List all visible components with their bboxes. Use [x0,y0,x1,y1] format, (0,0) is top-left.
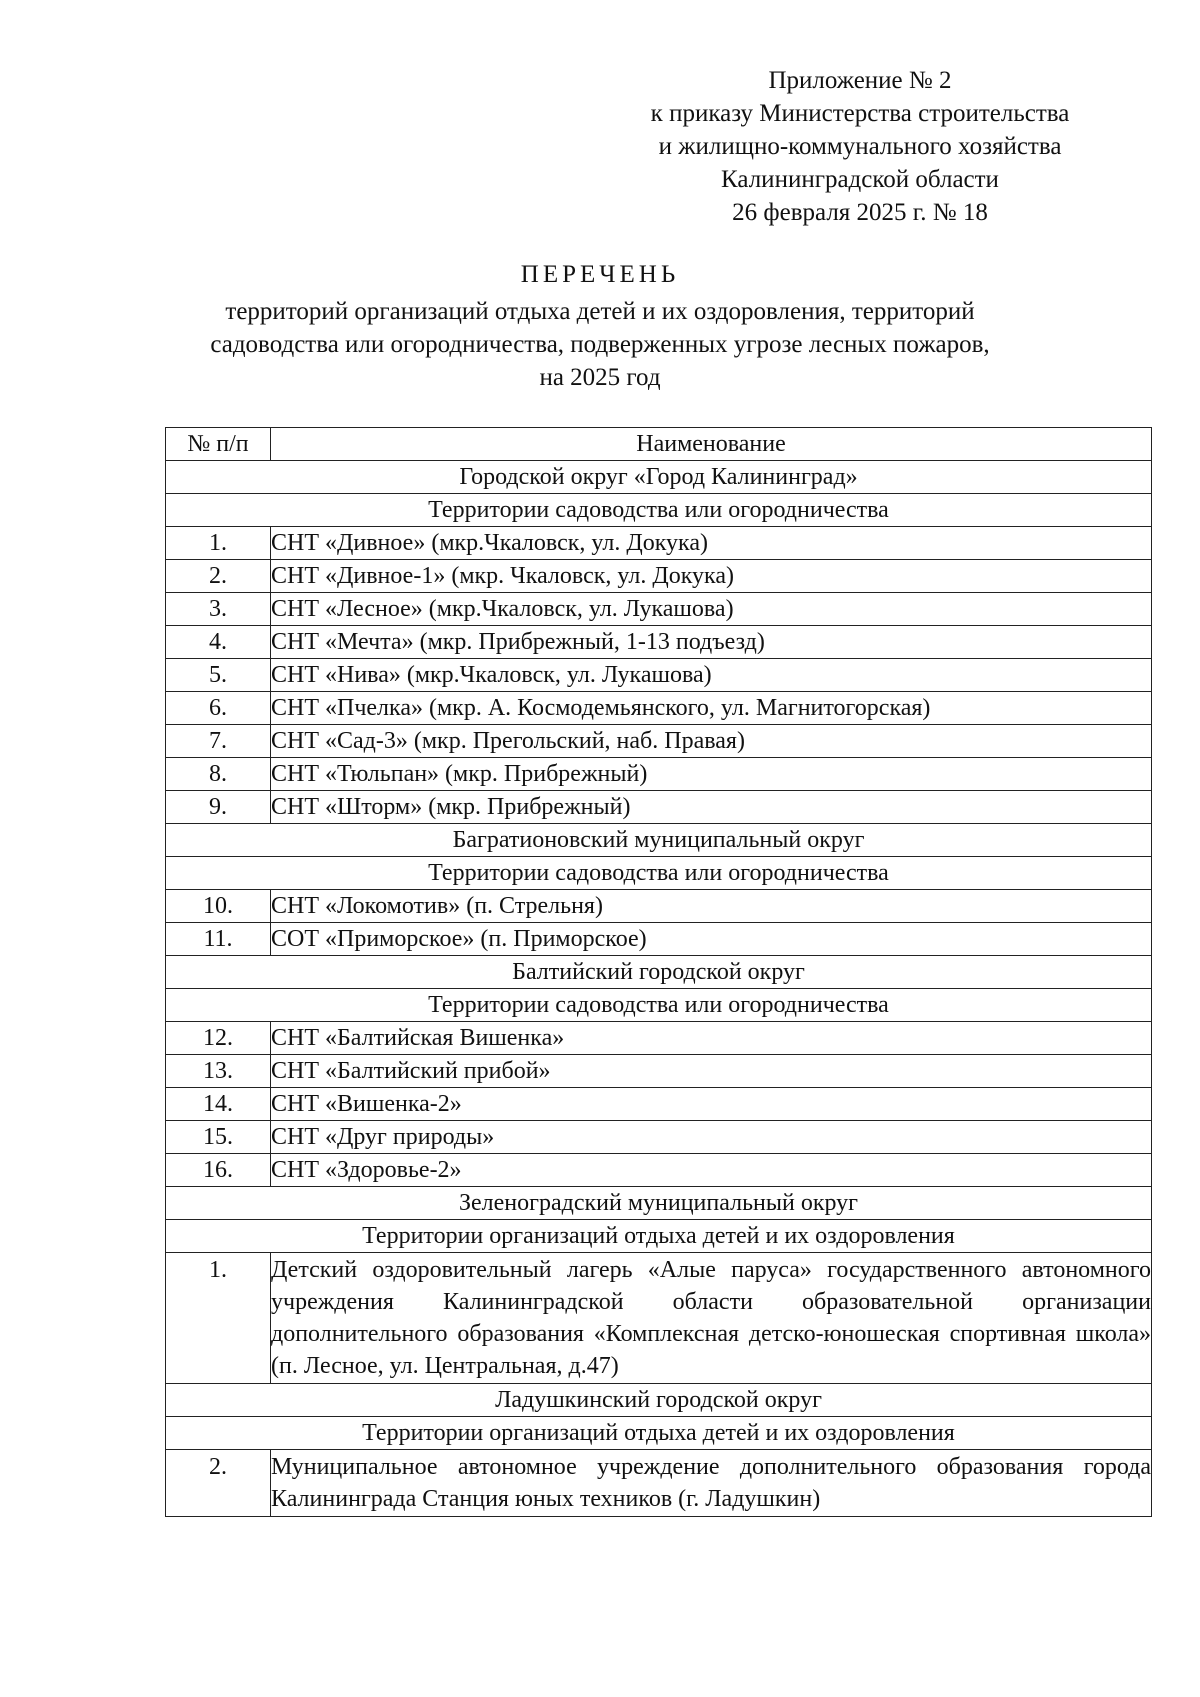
row-number: 14. [166,1088,271,1121]
section-title: Территории садоводства или огородничества [166,989,1152,1022]
table-row [166,626,1152,659]
column-header-number: № п/п [166,428,271,461]
section-title: Зеленоградский муниципальный округ [166,1187,1152,1220]
row-number: 6. [166,692,271,725]
row-name: СНТ «Здоровье-2» [271,1154,1152,1187]
row-name: СНТ «Локомотив» (п. Стрельня) [271,890,1152,923]
row-name: СНТ «Нива» (мкр.Чкаловск, ул. Лукашова) [271,659,1152,692]
row-name: СНТ «Сад-3» (мкр. Прегольский, наб. Правая) [271,725,1152,758]
row-number: 2. [166,1450,271,1517]
document-header [620,64,1100,229]
section-row [166,1417,1152,1450]
row-number: 13. [166,1055,271,1088]
section-row [166,956,1152,989]
row-name: СОТ «Приморское» (п. Приморское) [271,923,1152,956]
table-row [166,1450,1152,1517]
table-body [166,461,1152,1517]
row-number: 7. [166,725,271,758]
territory-table [165,427,1152,1517]
table-row [166,1055,1152,1088]
row-name: СНТ «Лесное» (мкр.Чкаловск, ул. Лукашова) [271,593,1152,626]
table-row [166,659,1152,692]
table-row [166,593,1152,626]
section-row [166,1384,1152,1417]
section-row [166,857,1152,890]
section-row [166,989,1152,1022]
row-number: 8. [166,758,271,791]
table-row [166,1121,1152,1154]
section-title: Территории садоводства или огородничества [166,494,1152,527]
row-number: 12. [166,1022,271,1055]
row-name: СНТ «Дивное» (мкр.Чкаловск, ул. Докука) [271,527,1152,560]
row-number: 10. [166,890,271,923]
section-title: Балтийский городской округ [166,956,1152,989]
section-title: Ладушкинский городской округ [166,1384,1152,1417]
section-title: Территории садоводства или огородничества [166,857,1152,890]
row-number: 2. [166,560,271,593]
section-row [166,1220,1152,1253]
section-title: Багратионовский муниципальный округ [166,824,1152,857]
section-row [166,494,1152,527]
section-title: Территории организаций отдыха детей и их оздоровления [166,1417,1152,1450]
document-title: ПЕРЕЧЕНЬ [520,261,680,288]
row-name: СНТ «Мечта» (мкр. Прибрежный, 1-13 подъезд) [271,626,1152,659]
header-line: 26 февраля 2025 г. № 18 [732,199,988,226]
section-title: Территории организаций отдыха детей и их оздоровления [166,1220,1152,1253]
table-row [166,923,1152,956]
row-name: Муниципальное автономное учреждение дополнительного образования города Калининграда Станция юных техников (г. Ладушкин) [271,1450,1152,1517]
table-row [166,1154,1152,1187]
table-row [166,1022,1152,1055]
subtitle-line: садоводства или огородничества, подверженных угрозе лесных пожаров, [210,331,990,358]
row-number: 3. [166,593,271,626]
row-name: СНТ «Шторм» (мкр. Прибрежный) [271,791,1152,824]
header-line: Калининградской области [721,166,999,193]
row-number: 9. [166,791,271,824]
table-row [166,527,1152,560]
table-row [166,560,1152,593]
header-line: и жилищно-коммунального хозяйства [658,133,1062,160]
table-header-row [166,428,1152,461]
row-number: 1. [166,1253,271,1384]
table-row [166,1253,1152,1384]
row-name: Детский оздоровительный лагерь «Алые паруса» государственного автономного учреждения Калининградской области образовательной организации дополнительного образования «Комплексная детско-юношеская спортивная школа» (п. Лесное, ул. Центральная, д.47) [271,1253,1152,1384]
section-row [166,461,1152,494]
row-name: СНТ «Балтийская Вишенка» [271,1022,1152,1055]
row-name: СНТ «Балтийский прибой» [271,1055,1152,1088]
row-number: 11. [166,923,271,956]
row-name: СНТ «Друг природы» [271,1121,1152,1154]
table-row [166,725,1152,758]
row-name: СНТ «Дивное-1» (мкр. Чкаловск, ул. Докука) [271,560,1152,593]
row-number: 1. [166,527,271,560]
document-subtitle [150,295,1050,394]
table-row [166,791,1152,824]
section-row [166,1187,1152,1220]
header-line: к приказу Министерства строительства [650,100,1070,127]
row-number: 4. [166,626,271,659]
row-number: 16. [166,1154,271,1187]
row-name: СНТ «Вишенка-2» [271,1088,1152,1121]
row-number: 15. [166,1121,271,1154]
table-row [166,890,1152,923]
row-name: СНТ «Тюльпан» (мкр. Прибрежный) [271,758,1152,791]
column-header-name: Наименование [271,428,1152,461]
subtitle-line: на 2025 год [539,364,661,391]
row-name: СНТ «Пчелка» (мкр. А. Космодемьянского, ул. Магнитогорская) [271,692,1152,725]
section-row [166,824,1152,857]
table-row [166,692,1152,725]
table-row [166,1088,1152,1121]
table-row [166,758,1152,791]
section-title: Городской округ «Город Калининград» [166,461,1152,494]
row-number: 5. [166,659,271,692]
subtitle-line: территорий организаций отдыха детей и их оздоровления, территорий [225,298,975,325]
header-line: Приложение № 2 [768,67,952,94]
